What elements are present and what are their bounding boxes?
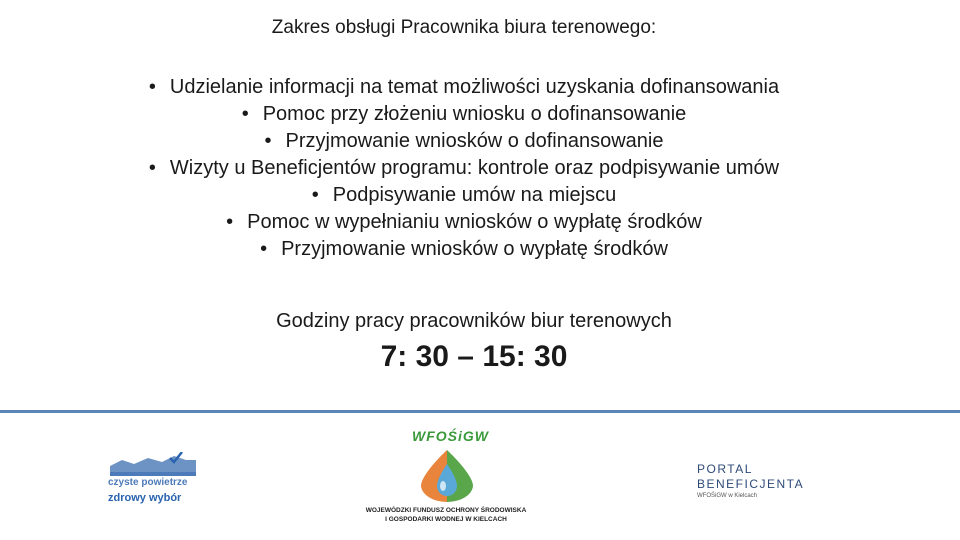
- wfosigw-wordmark: WFOŚiGW: [412, 428, 489, 444]
- hours-label: Godziny pracy pracowników biur terenowych: [276, 310, 672, 332]
- logo-subtitle-1: WOJEWÓDZKI FUNDUSZ OCHRONY ŚRODOWISKA: [365, 507, 527, 514]
- bullet-icon: •: [260, 238, 268, 260]
- bullet-icon: •: [241, 103, 249, 125]
- logo-line-1: czyste powietrze: [108, 477, 188, 488]
- hours-value: 7: 30 – 15: 30: [380, 340, 568, 373]
- divider: [0, 410, 960, 413]
- wfosigw-logo: [357, 418, 535, 530]
- czyste-powietrze-logo: [108, 452, 200, 514]
- bullet-icon: •: [148, 76, 156, 98]
- list-item: • Udzielanie informacji na temat możliwości uzyskania dofinansowania: [148, 76, 780, 98]
- bullet-icon: •: [226, 211, 234, 233]
- logo-line-2: BENEFICJENTA: [697, 477, 805, 491]
- bullet-icon: •: [148, 157, 156, 179]
- list-item: • Przyjmowanie wniosków o wypłatę środków: [260, 238, 668, 260]
- service-scope-list: [0, 74, 928, 263]
- list-item: • Podpisywanie umów na miejscu: [311, 184, 617, 206]
- list-item: • Przyjmowanie wniosków o dofinansowanie: [264, 130, 664, 152]
- page-title: Zakres obsługi Pracownika biura terenowego:: [271, 17, 657, 38]
- list-item: • Pomoc w wypełnianiu wniosków o wypłatę środków: [226, 211, 702, 233]
- water-drop-icon: [417, 448, 477, 504]
- house-check-icon: [108, 452, 200, 478]
- logo-line-2: zdrowy wybór: [108, 492, 182, 504]
- logo-subtitle-2: I GOSPODARKI WODNEJ W KIELCACH: [385, 516, 507, 523]
- list-item: • Wizyty u Beneficjentów programu: kontrole oraz podpisywanie umów: [148, 157, 780, 179]
- logo-line-1: PORTAL: [697, 462, 753, 476]
- bullet-icon: •: [264, 130, 272, 152]
- list-item: • Pomoc przy złożeniu wniosku o dofinansowanie: [241, 103, 687, 125]
- logo-line-3: WFOŚiGW w Kielcach: [697, 493, 758, 499]
- portal-beneficjenta-logo: [697, 462, 837, 506]
- bullet-icon: •: [311, 184, 319, 206]
